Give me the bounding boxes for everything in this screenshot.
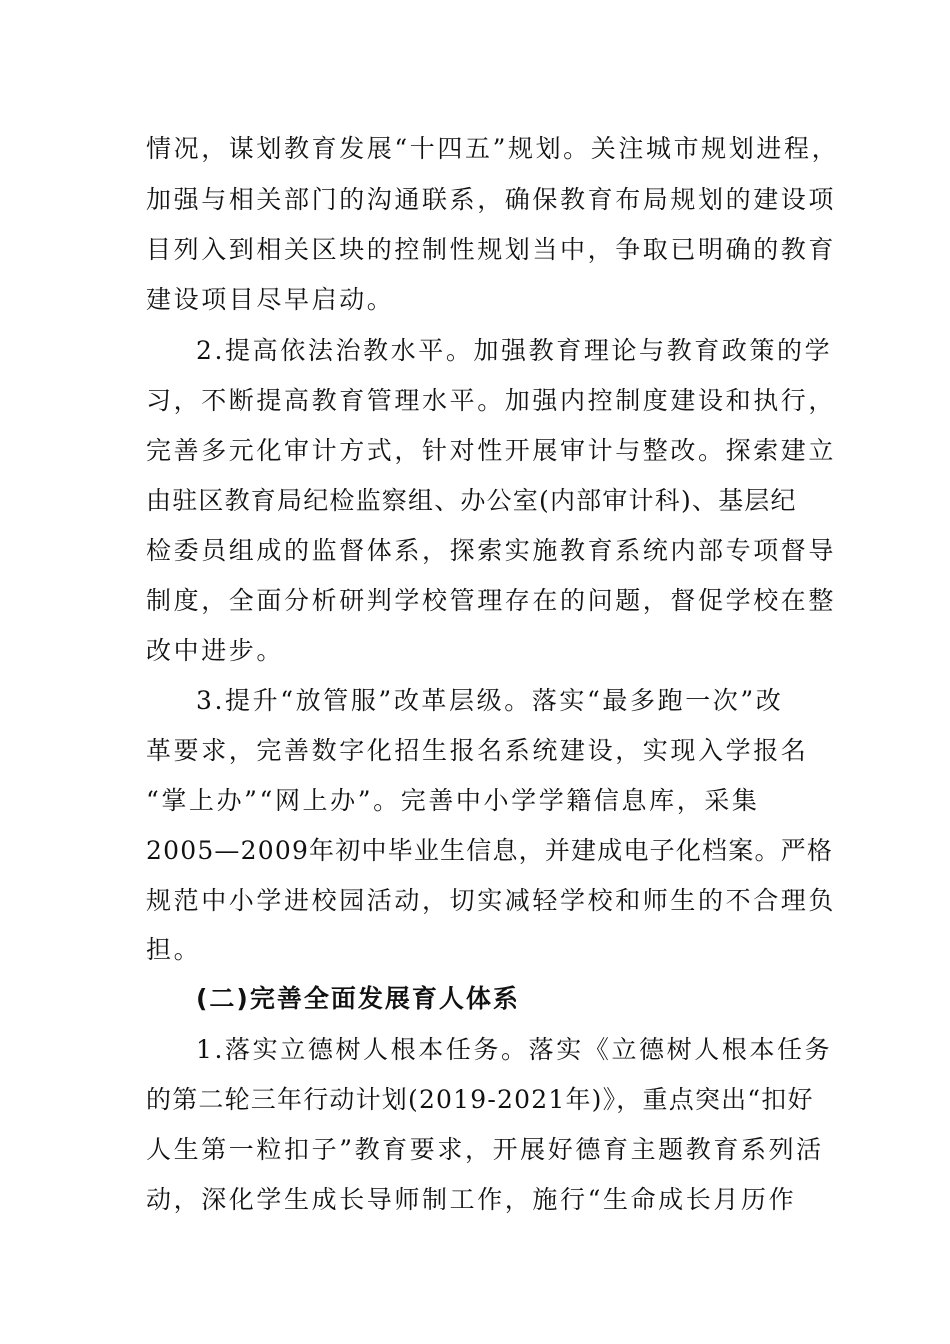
body-text-line: 革要求，完善数字化招生报名系统建设，实现入学报名 bbox=[146, 736, 809, 765]
section-heading: (二)完善全面发展育人体系 bbox=[196, 984, 520, 1013]
body-text-line: 改中进步。 bbox=[146, 636, 285, 665]
paragraph-heading-line: 1.落实立德树人根本任务。落实《立德树人根本任务 bbox=[196, 1035, 833, 1064]
body-text-line: 情况，谋划教育发展“十四五”规划。关注城市规划进程， bbox=[146, 134, 840, 163]
body-text-line: 制度，全面分析研判学校管理存在的问题，督促学校在整 bbox=[146, 586, 837, 615]
body-text-line: 人生第一粒扣子”教育要求，开展好德育主题教育系列活 bbox=[146, 1135, 824, 1164]
body-text-line: 动，深化学生成长导师制工作，施行“生命成长月历作 bbox=[146, 1185, 797, 1214]
body-text-line: 目列入到相关区块的控制性规划当中，争取已明确的教育 bbox=[146, 235, 837, 264]
body-text-line: 规范中小学进校园活动，切实减轻学校和师生的不合理负 bbox=[146, 886, 837, 915]
body-text-line: 加强与相关部门的沟通联系，确保教育布局规划的建设项 bbox=[146, 185, 837, 214]
body-text-line: 习，不断提高教育管理水平。加强内控制度建设和执行， bbox=[146, 386, 837, 415]
paragraph-heading-line: 3.提升“放管服”改革层级。落实“最多跑一次”改 bbox=[196, 686, 784, 715]
body-text-line: 建设项目尽早启动。 bbox=[146, 285, 395, 314]
body-text-line: 2005—2009年初中毕业生信息，并建成电子化档案。严格 bbox=[146, 836, 834, 865]
body-text-line: 检委员组成的监督体系，探索实施教育系统内部专项督导 bbox=[146, 536, 837, 565]
body-text-line: 由驻区教育局纪检监察组、办公室(内部审计科)、基层纪 bbox=[146, 486, 797, 515]
body-text-line: 完善多元化审计方式，针对性开展审计与整改。探索建立 bbox=[146, 436, 837, 465]
body-text-line: “掌上办”“网上办”。完善中小学学籍信息库，采集 bbox=[146, 786, 760, 815]
body-text-line: 的第二轮三年行动计划(2019-2021年)》，重点突出“扣好 bbox=[146, 1085, 814, 1114]
paragraph-heading-line: 2.提高依法治教水平。加强教育理论与教育政策的学 bbox=[196, 336, 833, 365]
body-text-line: 担。 bbox=[146, 935, 202, 964]
